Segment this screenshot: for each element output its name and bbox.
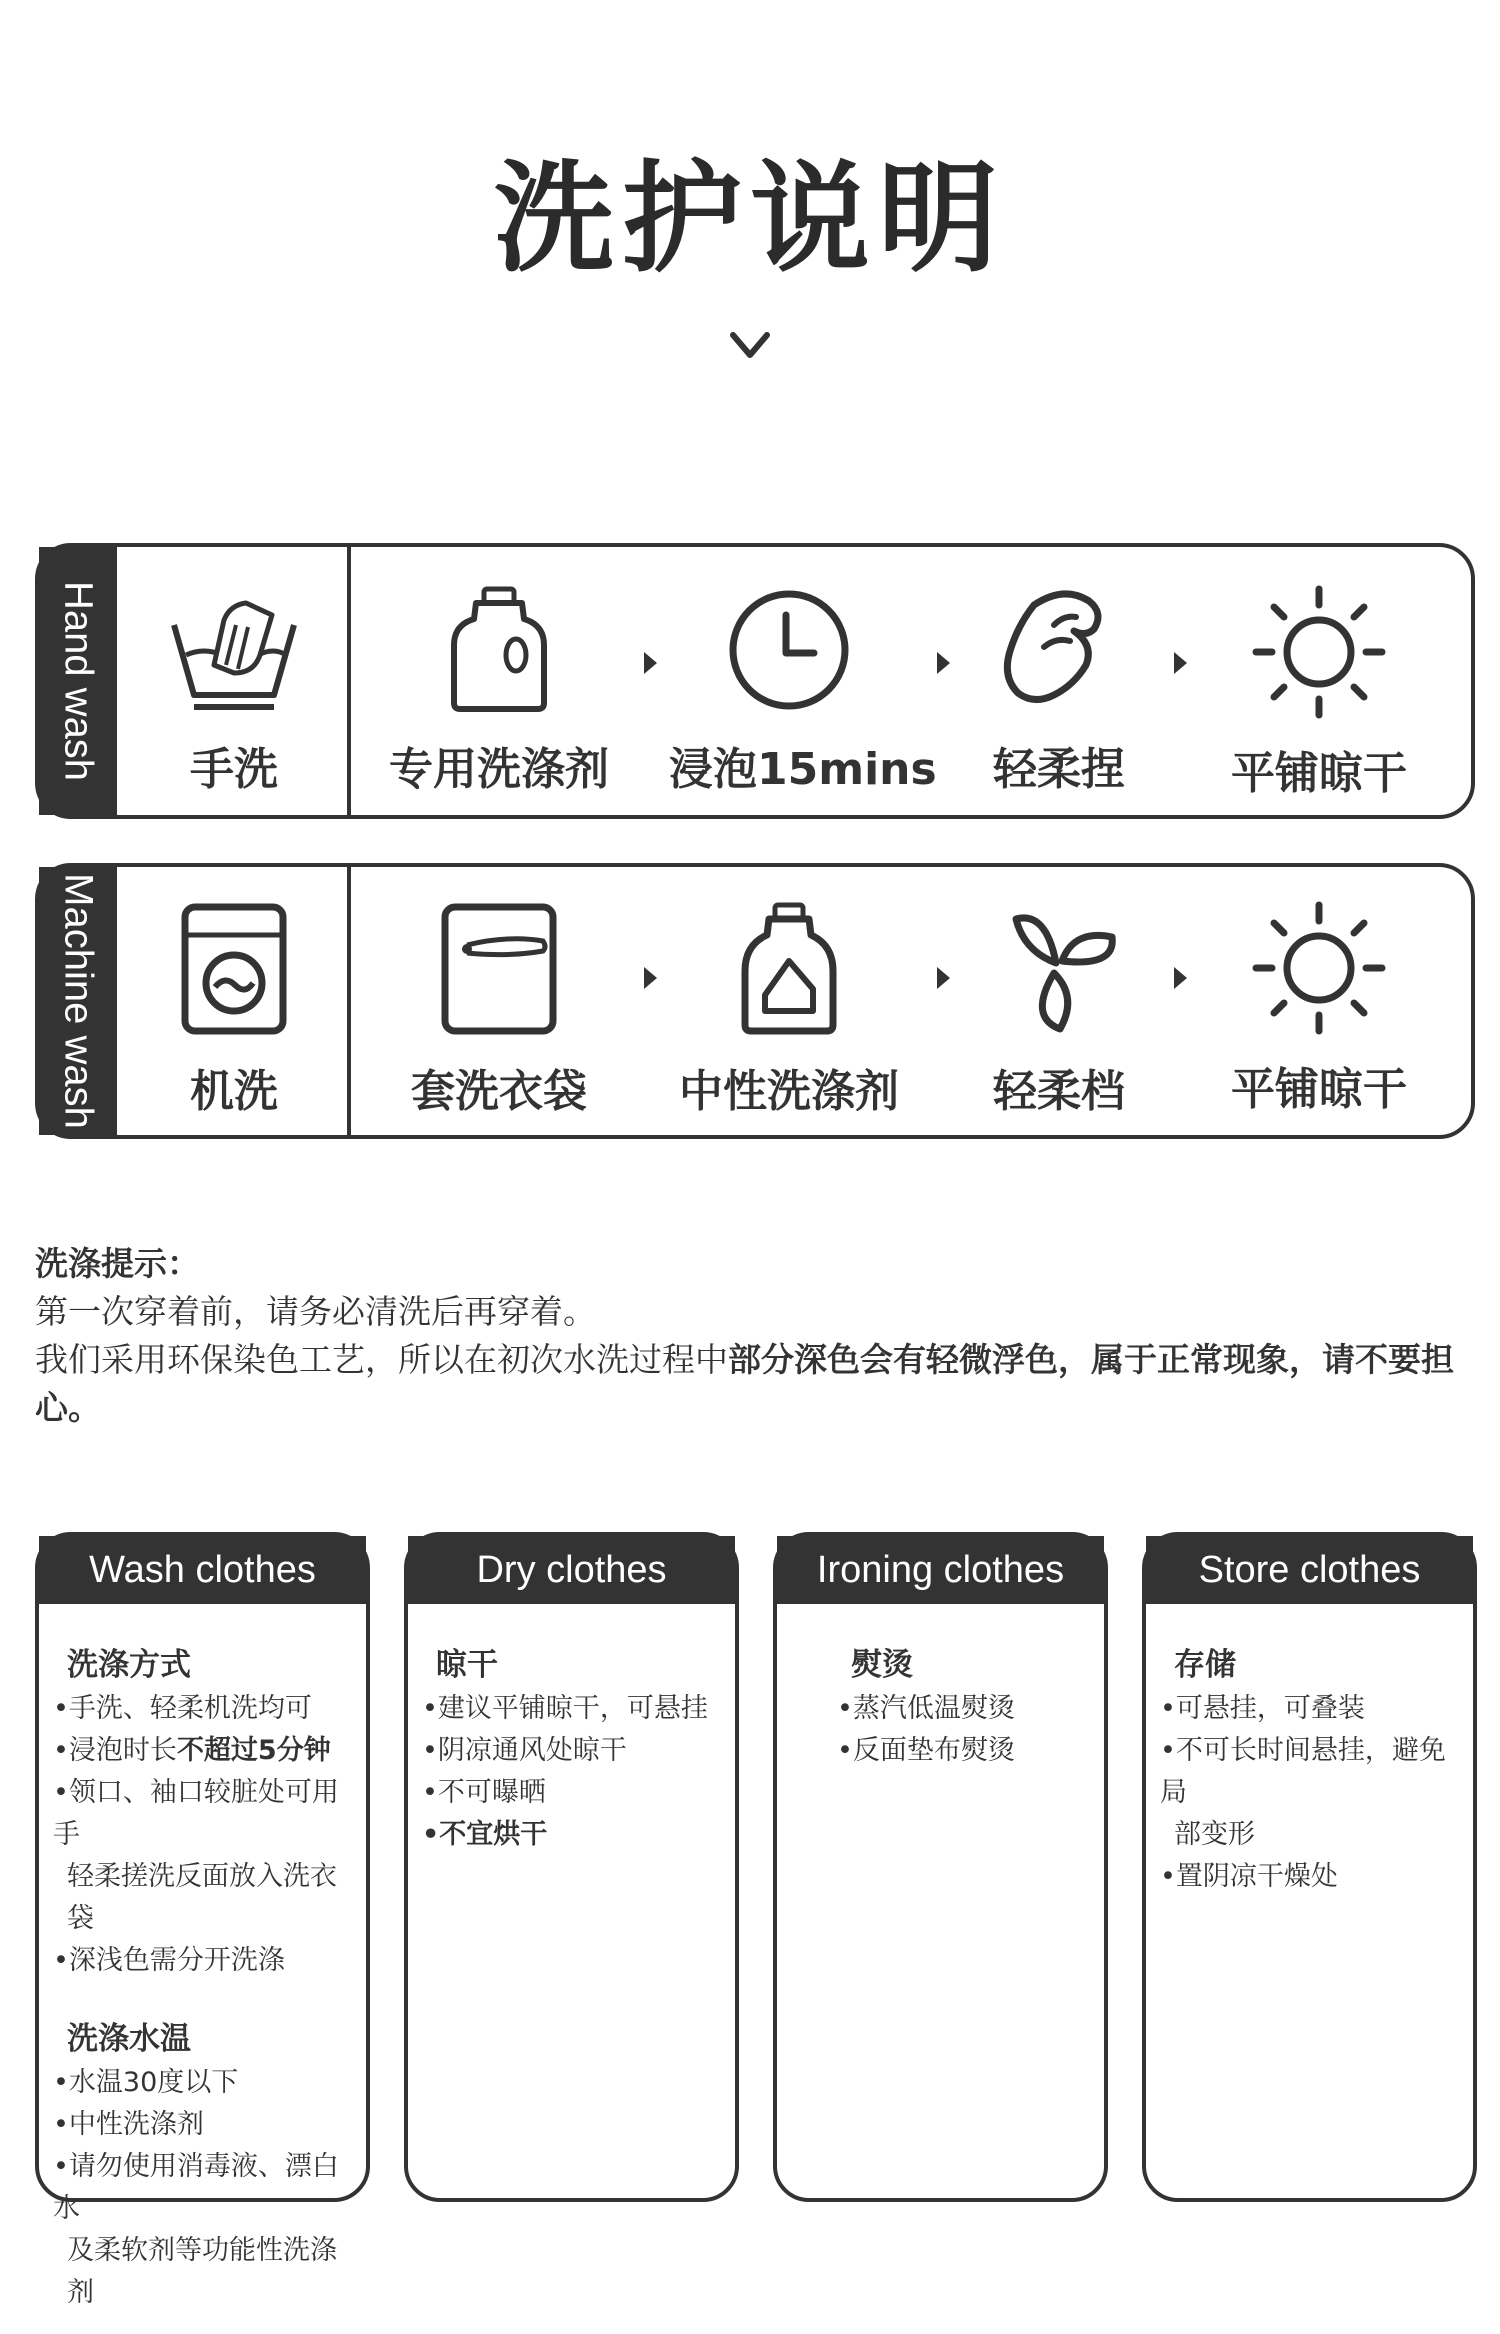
card-section-title: 洗涤方式: [67, 1647, 191, 1683]
step-soak-label: 浸泡15mins: [669, 744, 937, 795]
arrow-icon: [644, 652, 657, 674]
step-squeeze-label: 轻柔捏: [993, 744, 1125, 795]
card-ironing-clothes: [773, 1532, 1108, 2202]
hand-squeeze-icon: [994, 585, 1124, 715]
step-soak: [669, 585, 937, 797]
arrow-icon: [1174, 967, 1187, 989]
machine-wash-label: 机洗: [190, 1066, 278, 1117]
card-item: •请勿使用消毒液、漂白水: [53, 2151, 339, 2224]
clock-icon: [724, 585, 854, 715]
card-item: •不宜烘干: [422, 1819, 548, 1850]
arrow-icon: [1174, 652, 1187, 674]
card-item: •深浅色需分开洗涤: [53, 1945, 285, 1976]
machine-wash-tab-label: Machine wash: [56, 873, 101, 1129]
card-section-title: 熨烫: [851, 1647, 913, 1683]
card-item: •手洗、轻柔机洗均可: [53, 1693, 312, 1724]
card-item: •置阴凉干燥处: [1160, 1861, 1338, 1892]
step-squeeze: [959, 585, 1159, 797]
card-item: •阴凉通风处晾干: [422, 1735, 627, 1766]
card-item: •中性洗涤剂: [53, 2109, 204, 2140]
card-header: Store clothes: [1146, 1536, 1473, 1604]
tips-line-2-normal: 我们采用环保染色工艺，所以在初次水洗过程中: [35, 1340, 728, 1379]
step-dry-flat: [1209, 585, 1429, 801]
step-bag: [379, 901, 619, 1119]
card-header: Ironing clothes: [777, 1536, 1104, 1604]
card-item: 轻柔搓洗反面放入洗衣袋: [67, 1861, 337, 1934]
step-bag-label: 套洗衣袋: [411, 1066, 587, 1117]
tips-heading: 洗涤提示：: [35, 1244, 200, 1283]
hand-wash-tab: [39, 547, 117, 815]
detergent-jug-icon: [739, 901, 839, 1037]
tips-line-1: 第一次穿着前，请务必清洗后再穿着。: [35, 1292, 596, 1331]
washing-tips: [35, 1240, 1475, 1432]
card-section-title: 存储: [1174, 1647, 1236, 1683]
arrow-icon: [937, 652, 950, 674]
hand-wash-main: [149, 585, 319, 797]
hand-wash-row: [35, 543, 1475, 819]
tips-line-2-bold: 部分深色会有轻微浮色，属于正常现象，请不要担心。: [35, 1340, 1454, 1427]
card-item: •不可长时间悬挂，避免局: [1160, 1735, 1446, 1808]
step-dry-flat-machine: [1209, 901, 1429, 1117]
hand-in-basin-icon: [164, 585, 304, 715]
card-wash-clothes: [35, 1532, 370, 2308]
arrow-icon: [937, 967, 950, 989]
card-dry-clothes: [404, 1532, 739, 2202]
machine-wash-tab: [39, 867, 117, 1135]
card-item: •反面垫布熨烫: [837, 1735, 1015, 1766]
washing-machine-icon: [179, 901, 289, 1037]
card-item: •水温30度以下: [53, 2067, 239, 2098]
card-header: Wash clothes: [39, 1536, 366, 1604]
machine-wash-main: [149, 901, 319, 1119]
page-title: 洗护说明: [494, 150, 1006, 289]
fan-icon: [994, 901, 1124, 1037]
arrow-icon: [644, 967, 657, 989]
card-item-text: •浸泡时长: [53, 1735, 177, 1766]
card-item: •建议平铺晾干，可悬挂: [422, 1693, 708, 1724]
step-detergent-label: 专用洗涤剂: [389, 744, 609, 795]
step-dry-flat-machine-label: 平铺晾干: [1231, 1064, 1407, 1115]
tips-line-2: [35, 1336, 1475, 1432]
step-gentle: [959, 901, 1159, 1119]
step-detergent: [379, 585, 619, 797]
sun-icon: [1252, 901, 1386, 1035]
step-dry-flat-label: 平铺晾干: [1231, 748, 1407, 799]
detergent-bottle-icon: [444, 585, 554, 715]
step-neutral-detergent: [669, 901, 909, 1119]
hand-wash-tab-label: Hand wash: [56, 580, 101, 782]
card-item: 部变形: [1174, 1819, 1255, 1850]
card-section-title: 晾干: [436, 1647, 498, 1683]
card-header: Dry clothes: [408, 1536, 735, 1604]
machine-wash-row: [35, 863, 1475, 1139]
step-gentle-label: 轻柔档: [993, 1066, 1125, 1117]
row-divider: [347, 867, 351, 1135]
card-item: •可悬挂，可叠装: [1160, 1693, 1365, 1724]
chevron-down-icon: [725, 325, 775, 365]
sun-icon: [1252, 585, 1386, 719]
row-divider: [347, 547, 351, 815]
step-neutral-detergent-label: 中性洗涤剂: [679, 1066, 899, 1117]
card-item-emphasis: 不超过5分钟: [176, 1735, 331, 1766]
hand-wash-label: 手洗: [190, 744, 278, 795]
card-item: 及柔软剂等功能性洗涤剂: [67, 2235, 337, 2308]
card-item: •不可曝晒: [422, 1777, 546, 1808]
card-item: •领口、袖口较脏处可用手: [53, 1777, 339, 1850]
card-store-clothes: [1142, 1532, 1477, 2202]
card-item: •蒸汽低温熨烫: [837, 1693, 1015, 1724]
laundry-bag-icon: [439, 901, 559, 1037]
card-section-title: 洗涤水温: [67, 2021, 191, 2057]
card-item: [53, 1730, 354, 1772]
